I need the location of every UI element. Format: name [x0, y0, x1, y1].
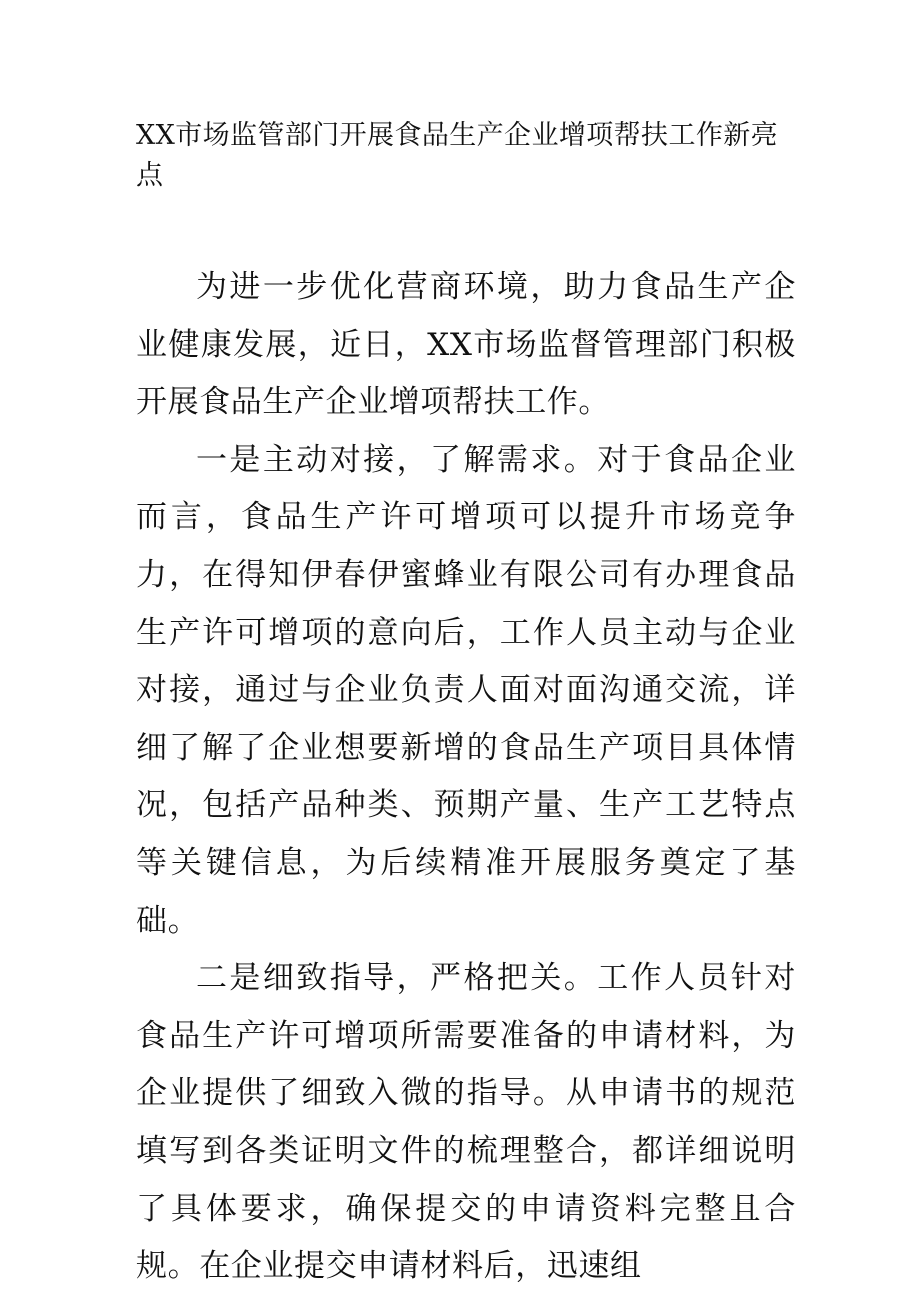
paragraph-intro: 为进一步优化营商环境，助力食品生产企业健康发展，近日，XX市场监督管理部门积极开展食品生产企业增项帮扶工作。 — [136, 269, 796, 421]
document-body — [136, 259, 796, 1296]
paragraph-point-one: 一是主动对接，了解需求。对于食品企业而言，食品生产许可增项可以提升市场竞争力，在得知伊春伊蜜蜂业有限公司有办理食品生产许可增项的意向后，工作人员主动与企业对接，通过与企业负责人面对面沟通交流，详细了解了企业想要新增的食品生产项目具体情况，包括产品种类、预期产量、生产工艺特点等关键信息，为后续精准开展服务奠定了基础。 — [136, 441, 796, 939]
paragraph-point-two: 二是细致指导，严格把关。工作人员针对食品生产许可增项所需要准备的申请材料，为企业提供了细致入微的指导。从申请书的规范填写到各类证明文件的梳理整合，都详细说明了具体要求，确保提交的申请资料完整且合规。在企业提交申请材料后，迅速组 — [136, 960, 796, 1285]
document-title: XX市场监管部门开展食品生产企业增项帮扶工作新亮点 — [136, 120, 779, 191]
